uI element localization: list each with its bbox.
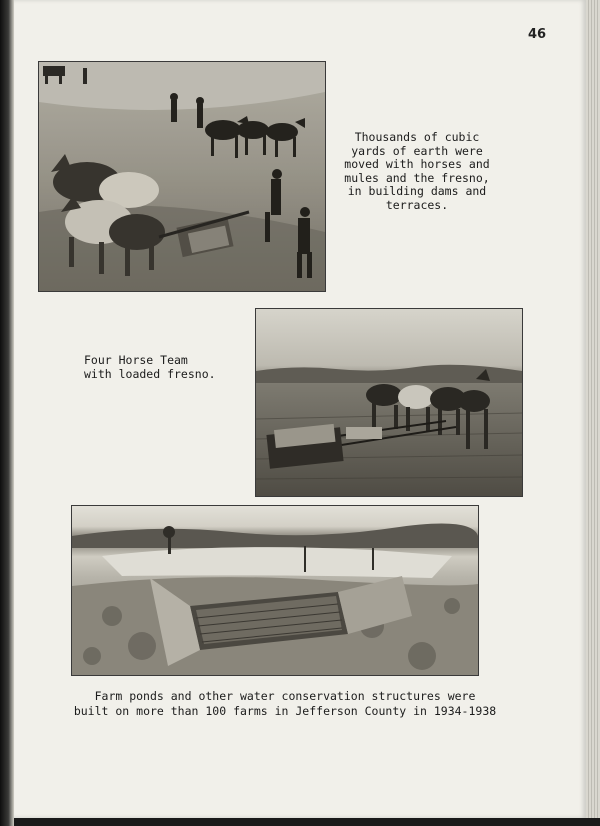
caption-four-horse-team: Four Horse Team with loaded fresno. <box>84 353 216 381</box>
caption-farm-ponds: Farm ponds and other water conservation structures were built on more than 100 farms in Jefferson County in 1934-1938 <box>73 689 497 718</box>
photo-four-horse-team <box>255 308 523 497</box>
page-bottom-shadow <box>14 818 600 826</box>
page-number: 46 <box>528 27 547 42</box>
photo-horses-mules-fresno <box>38 61 326 292</box>
page-edges <box>586 0 600 826</box>
book-spine-shadow <box>0 0 14 826</box>
photo-farm-pond <box>71 505 479 676</box>
caption-horses-mules-fresno: Thousands of cubic yards of earth were moved with horses and mules and the fresno, in building dams and terraces. <box>344 130 490 212</box>
